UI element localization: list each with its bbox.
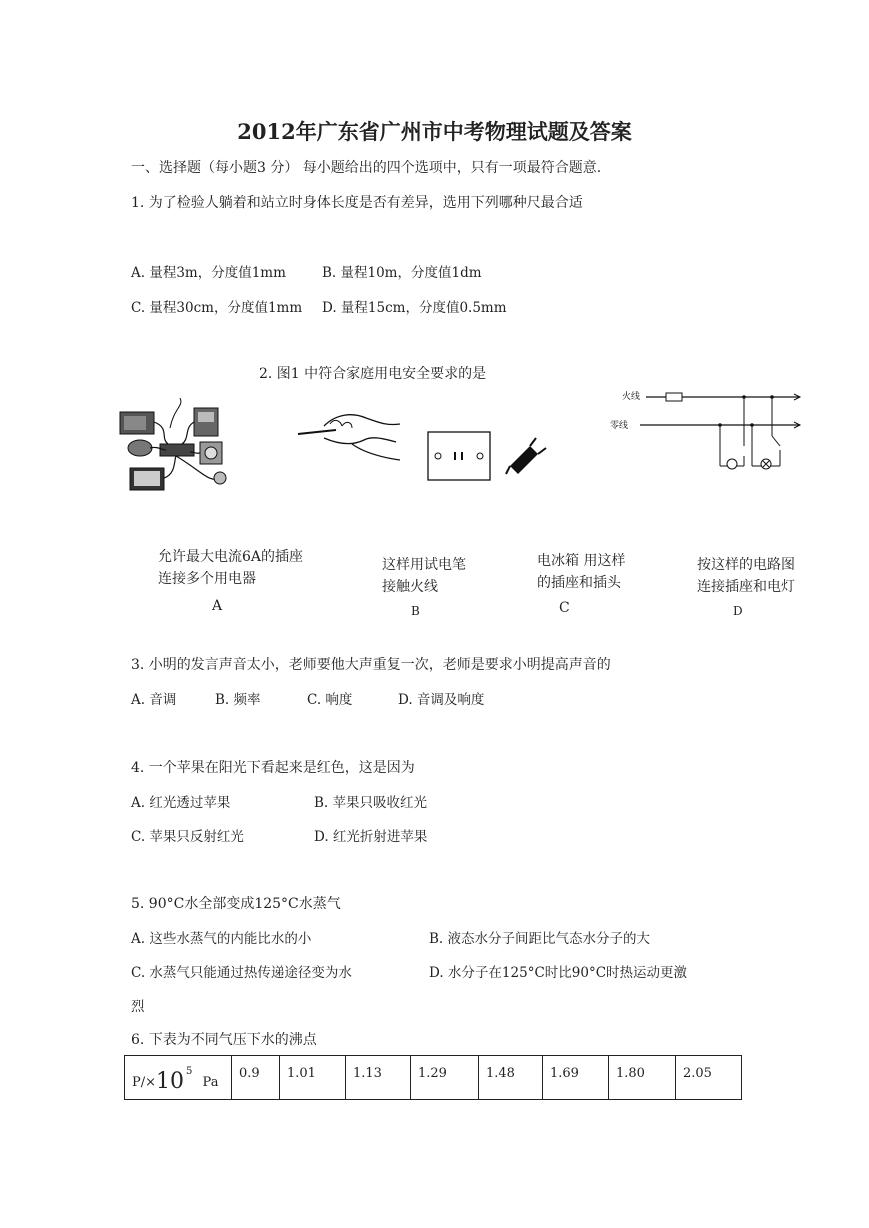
q6-stem: 6. 下表为不同气压下水的沸点 <box>131 1032 317 1048</box>
q5-option-b[interactable]: B. 液态水分子间距比气态水分子的大 <box>429 931 651 947</box>
q5-option-d[interactable]: D. 水分子在125°C时比90°C时热运动更激 <box>429 965 688 981</box>
pressure-header-base: 10 <box>156 1069 185 1094</box>
q4-option-d[interactable]: D. 红光折射进苹果 <box>314 829 428 845</box>
pressure-cell: 1.80 <box>609 1056 676 1100</box>
boiling-point-table <box>124 1055 742 1100</box>
pressure-cell: 0.9 <box>232 1056 280 1100</box>
pressure-header-prefix: P/× <box>132 1075 157 1090</box>
q2-stem: 2. 图1 中符合家庭用电安全要求的是 <box>259 366 487 382</box>
caption-a-line2: 连接多个用电器 <box>158 571 256 587</box>
pressure-cell: 1.29 <box>411 1056 479 1100</box>
q5-option-a[interactable]: A. 这些水蒸气的内能比水的小 <box>131 931 312 947</box>
caption-d-line1: 按这样的电路图 <box>697 557 795 573</box>
q3-option-a[interactable]: A. 音调 <box>131 692 177 708</box>
overloaded-socket-figure <box>110 398 240 498</box>
section-heading: 一、选择题（每小题3 分） 每小题给出的四个选项中，只有一项最符合题意. <box>131 160 602 176</box>
pressure-header-unit: Pa <box>202 1075 219 1090</box>
q5-stem: 5. 90°C水全部变成125°C水蒸气 <box>131 896 341 912</box>
option-a-letter[interactable]: A <box>212 598 223 614</box>
pressure-cell: 2.05 <box>676 1056 742 1100</box>
socket-plug-figure <box>426 430 556 482</box>
q1-stem: 1. 为了检验人躺着和站立时身体长度是否有差异，选用下列哪种尺最合适 <box>131 195 583 211</box>
option-c-letter[interactable]: C <box>559 600 570 616</box>
pressure-header-cell <box>125 1056 232 1100</box>
caption-a-line1: 允许最大电流6A的插座 <box>158 549 304 565</box>
caption-c-line2: 的插座和插头 <box>537 575 621 591</box>
neutral-wire-label: 零线 <box>610 421 629 431</box>
q1-option-b[interactable]: B. 量程10m，分度值1dm <box>322 265 482 281</box>
caption-b-line1: 这样用试电笔 <box>382 557 466 573</box>
pressure-cell: 1.69 <box>543 1056 609 1100</box>
q3-option-c[interactable]: C. 响度 <box>307 692 353 708</box>
q4-option-b[interactable]: B. 苹果只吸收红光 <box>314 795 428 811</box>
caption-c-line1: 电冰箱 用这样 <box>537 553 626 569</box>
q4-option-c[interactable]: C. 苹果只反射红光 <box>131 829 244 845</box>
pressure-cell: 1.48 <box>479 1056 543 1100</box>
circuit-diagram-figure <box>600 386 810 478</box>
table-row <box>125 1056 742 1100</box>
q1-option-d[interactable]: D. 量程15cm，分度值0.5mm <box>322 300 507 316</box>
q3-option-d[interactable]: D. 音调及响度 <box>398 692 485 708</box>
caption-d-line2: 连接插座和电灯 <box>697 579 795 595</box>
pressure-cell: 1.13 <box>346 1056 411 1100</box>
test-pen-figure <box>296 404 406 464</box>
page-title: 2012年广东省广州市中考物理试题及答案 <box>237 119 632 144</box>
option-d-letter[interactable]: D <box>733 604 743 618</box>
q1-option-c[interactable]: C. 量程30cm，分度值1mm <box>131 300 303 316</box>
pressure-header-exp: 5 <box>186 1066 193 1077</box>
q3-option-b[interactable]: B. 频率 <box>215 692 261 708</box>
q1-option-a[interactable]: A. 量程3m，分度值1mm <box>131 265 286 281</box>
q3-stem: 3. 小明的发言声音太小，老师要他大声重复一次，老师是要求小明提高声音的 <box>131 657 611 673</box>
pressure-cell: 1.01 <box>280 1056 346 1100</box>
q4-option-a[interactable]: A. 红光透过苹果 <box>131 795 231 811</box>
q4-stem: 4. 一个苹果在阳光下看起来是红色，这是因为 <box>131 760 415 776</box>
option-b-letter[interactable]: B <box>411 604 420 618</box>
live-wire-label: 火线 <box>622 392 641 402</box>
caption-b-line2: 接触火线 <box>382 579 438 595</box>
q5-option-c[interactable]: C. 水蒸气只能通过热传递途径变为水 <box>131 965 352 981</box>
q5-option-d-continuation: 烈 <box>131 999 145 1015</box>
